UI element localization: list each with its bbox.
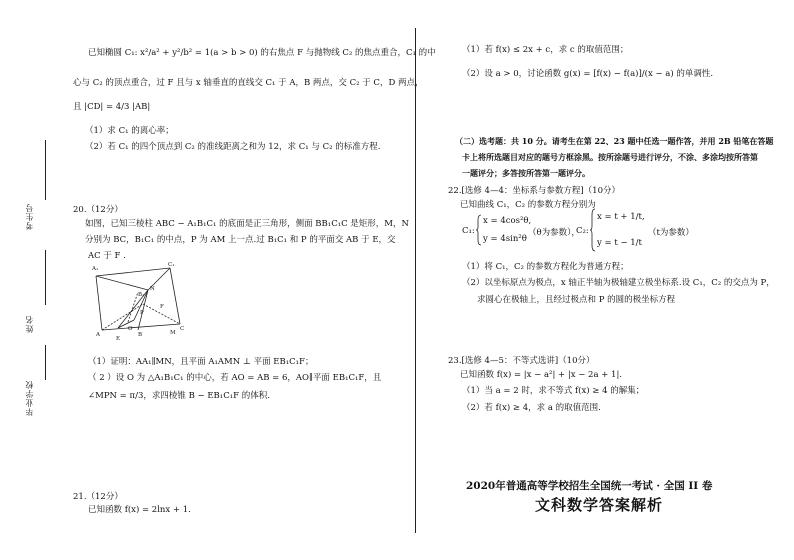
q19-intro-line3: 且 |CD| = 4/3 |AB| (73, 102, 151, 112)
footer-subtitle: 文科数学答案解析 (535, 496, 664, 514)
q22-heading: 22.[选修 4—4：坐标系与参数方程]（10分） (448, 186, 620, 196)
fig-label-a: A (96, 332, 100, 338)
fig-label-f: F (160, 304, 164, 310)
margin-label-candidate-number: 考生号 (25, 203, 34, 230)
q22-c1-label: C₁: (462, 226, 475, 236)
q19-intro-line1: 已知椭圆 C₁: x²/a² + y²/b² = 1(a > b > 0) 的右焦点 F 与抛物线 C₂ 的焦点重合，C₁ 的中 (88, 48, 436, 58)
brace-icon (590, 208, 596, 252)
margin-label-school: 毕业学校 (25, 380, 34, 416)
q21-part1: （1）若 f(x) ≤ 2x + c，求 c 的取值范围； (462, 45, 629, 55)
fig-label-b1: B₁ (138, 292, 145, 298)
fig-label-p: P (140, 310, 144, 316)
q23-heading: 23.[选修 4—5：不等式选讲]（10分） (448, 356, 595, 366)
q19-part2: （2）若 C₁ 的四个顶点到 C₂ 的准线距离之和为 12，求 C₁ 与 C₂ 的标准方程. (85, 142, 381, 152)
elective-line2: 卡上将所选题目对应的题号方框涂黑。按所涂题号进行评分，不涂、多涂均按所答第 (462, 152, 758, 162)
elective-line1: （二）选考题：共 10 分。请考生在第 22、23 题中任选一题作答，并用 2B 铅笔在答题 (455, 136, 774, 146)
q21-heading: 21.（12分） (73, 492, 123, 502)
q22-part2-b: 求圆心在极轴上，且经过极点和 P 的圆的极坐标方程 (477, 295, 676, 305)
q23-part2: （2）若 f(x) ≥ 4，求 a 的取值范围. (462, 403, 601, 413)
margin-line (45, 250, 46, 305)
q23-part1: （1）当 a = 2 时，求不等式 f(x) ≥ 4 的解集； (462, 386, 645, 396)
q20-line3: AC 于 F . (88, 251, 126, 261)
q22-c2-eq1: x = t + 1/t, (597, 212, 645, 222)
q22-c2-label: C₂: (576, 226, 589, 236)
q19-intro-line2: 心与 C₂ 的顶点重合，过 F 且与 x 轴垂直的直线交 C₁ 于 A，B 两点，交 C₂ 于 C，D 两点， (73, 78, 424, 88)
elective-line3: 一题评分；多答按所答第一题评分。 (462, 168, 590, 178)
fig-label-n: N (150, 286, 155, 292)
fig-label-c: C (180, 326, 185, 332)
q20-part2-a: （ 2 ）设 O 为 △A₁B₁C₁ 的中心，若 AO = AB = 6，AO∥平面 EB₁C₁F，且 (88, 373, 382, 383)
q23-line1: 已知函数 f(x) = |x − a²| + |x − 2a + 1|. (460, 370, 623, 380)
q20-line1: 如图，已知三棱柱 ABC − A₁B₁C₁ 的底面是正三角形，侧面 BB₁C₁C 是矩形，M，N (85, 219, 409, 229)
margin-line (45, 140, 46, 200)
q21-part2: （2）设 a > 0，讨论函数 g(x) = [f(x) − f(a)]/(x − a) 的单调性. (462, 69, 714, 79)
q22-part1: （1）将 C₁，C₂ 的参数方程化为普通方程； (462, 262, 629, 272)
fig-label-b: B (138, 332, 143, 338)
q20-heading: 20.（12分） (73, 205, 123, 215)
column-divider (415, 28, 416, 533)
q22-c1-eq2: y = 4sin²θ (483, 234, 527, 244)
q19-part1: （1）求 C₁ 的离心率； (85, 126, 174, 136)
fig-label-e: E (116, 336, 121, 342)
fig-label-a1: A₁ (92, 266, 99, 272)
q22-c2-eq2: y = t − 1/t (597, 238, 642, 248)
q20-part1: （1）证明：AA₁∥MN，且平面 A₁AMN ⊥ 平面 EB₁C₁F； (88, 357, 314, 367)
q22-line1: 已知曲线 C₁，C₂ 的参数方程分别为 (460, 200, 596, 210)
q22-c2-param: （t为参数） (648, 228, 694, 238)
q20-part2-b: ∠MPN = π/3，求四棱锥 B − EB₁C₁F 的体积. (88, 391, 270, 401)
fig-label-c1: C₁ (168, 262, 175, 268)
q21-line1: 已知函数 f(x) = 2lnx + 1. (88, 505, 191, 515)
margin-line (45, 345, 46, 380)
brace-icon (476, 214, 482, 246)
fig-label-m: M (170, 330, 176, 336)
footer-title: 2020年普通高等学校招生全国统一考试 · 全国 II 卷 (466, 480, 713, 492)
margin-label-name: 姓名 (25, 315, 34, 333)
q22-c1-param: （θ为参数）， (528, 228, 580, 238)
fig-label-o: O (128, 326, 133, 332)
q22-part2-a: （2）以坐标原点为极点，x 轴正半轴为极轴建立极坐标系.设 C₁，C₂ 的交点为 P， (462, 278, 775, 288)
q22-c1-eq1: x = 4cos²θ, (483, 216, 532, 226)
q20-line2: 分别为 BC，B₁C₁ 的中点，P 为 AM 上一点.过 B₁C₁ 和 P 的平面交 AB 于 E，交 (85, 235, 396, 245)
